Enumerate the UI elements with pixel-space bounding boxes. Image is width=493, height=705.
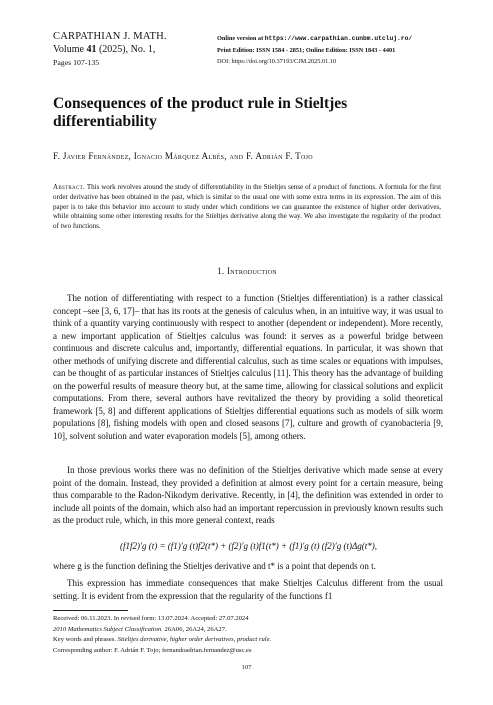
online-prefix: Online version at xyxy=(217,35,265,42)
footnotes xyxy=(53,614,443,656)
product-rule-equation: (f1f2)′g (t) = (f1)′g (t)f2(t*) + (f2)′g (t)f1(t*) + (f1)′g (t) (f2)′g (t)Δg(t*), xyxy=(120,541,378,551)
msc-label: 2010 Mathematics Subject Classification. xyxy=(53,625,163,633)
authors-text: F. Javier Fernández, Ignacio Márquez Albés, and F. Adrián F. Tojo xyxy=(53,151,313,161)
section-heading: 1. Introduction xyxy=(217,266,277,276)
msc-line xyxy=(53,625,443,636)
paragraph-1: The notion of differentiating with respect to a function (Stieltjes differentiation) is a rather classical concept –see [3, 6, 17]– that has its roots at the genesis of calculus when, in an intuitive way, it was usual to think of a quantity varying continuously with respect to another (dependent or independent). More recently, a new important application of Stieltjes calculus was found: it serves as a powerful bridge between continuous and discrete calculus and, importantly, differential equations. In particular, it was shown that other methods of unifying discrete and differential calculus, such as time scales or equations with impulses, can be thought of as particular instances of Stieltjes calculus [11]. This theory has the advantage of building on the powerful results of measure theory but, at the same time, allowing for classical solutions and explicit computations. From there, several authors have revitalized the theory by providing a solid theoretical framework [5, 8] and different applications of Stieltjes differential equations such as models of silk worm populations [8], fishing models with open and closed seasons [7], culture and growth of cyanobacteria [9, 10], solvent solution and water evaporation models [5], among others. xyxy=(53,293,443,442)
volume-prefix: Volume xyxy=(53,44,87,55)
volume-number: 41 xyxy=(86,44,97,55)
online-version xyxy=(217,33,457,45)
issn-line: Print Edition: ISSN 1584 - 2851; Online Edition: ISSN 1843 - 4401 xyxy=(217,46,396,54)
paragraph-2: In those previous works there was no definition of the Stieltjes derivative which made sense at every point of the domain. Instead, they provided a definition at almost every point for a certain measure, being thus comparable to the Radon-Nikodym derivative. Recently, in [4], the definition was extended in order to include all points of the domain, which also had an important repercussion in previously known results such as the product rule, which, in this more general context, reads xyxy=(53,465,443,526)
received-dates: Received: 06.11.2023. In revised form: 13.07.2024. Accepted: 27.07.2024 xyxy=(53,615,249,622)
doi-link[interactable]: DOI: https://doi.org/10.37193/CJM.2025.01.10 xyxy=(217,58,337,66)
journal-url-link[interactable]: https://www.carpathian.cunbm.utcluj.ro/ xyxy=(264,35,413,42)
paper-title: Consequences of the product rule in Stieltjes differentiability xyxy=(53,95,348,130)
paragraph-3: where g is the function defining the Stieltjes derivative and t* is a point that depends on t. xyxy=(53,561,376,571)
paragraph-4: This expression has immediate consequences that make Stieltjes Calculus different from the usual setting. It is evident from the expression that the regularity of the functions f1 xyxy=(53,578,443,601)
msc-codes: 26A06, 26A24, 26A27. xyxy=(164,625,227,633)
abstract-text: This work revolves around the study of differentiability in the Stieltjes sense of a product of functions. A formula for the first order derivative has been obtained in the past, which is similar to the usual one with some extra terms in its expression. The aim of this paper is to take this behavior into account to study under which conditions we can guarantee the existence of higher order derivatives, while obtaining some other interesting results for the Stieltjes derivative along the way. We also investigate the regularity of the product of two functions. xyxy=(53,183,442,231)
keywords-text: Stieltjes derivative, higher order derivatives, product rule. xyxy=(117,636,272,644)
footnote-divider xyxy=(53,610,128,611)
page-number: 107 xyxy=(241,664,252,671)
pages-range: Pages 107-135 xyxy=(53,58,100,67)
volume-line xyxy=(53,43,213,56)
publication-info xyxy=(217,33,457,68)
abstract xyxy=(53,183,441,232)
journal-header xyxy=(53,30,213,69)
volume-suffix: (2025), No. 1, xyxy=(96,44,156,55)
abstract-label: Abstract. xyxy=(53,183,86,191)
keywords-label: Key words and phrases. xyxy=(53,636,116,644)
author-list xyxy=(53,150,453,162)
corresponding-author: Corresponding author: F. Adrián F. Tojo; fernandoadrian.fernandez@usc.es xyxy=(53,646,252,654)
keywords-line xyxy=(53,635,443,646)
journal-name: CARPATHIAN J. MATH. xyxy=(53,31,167,42)
